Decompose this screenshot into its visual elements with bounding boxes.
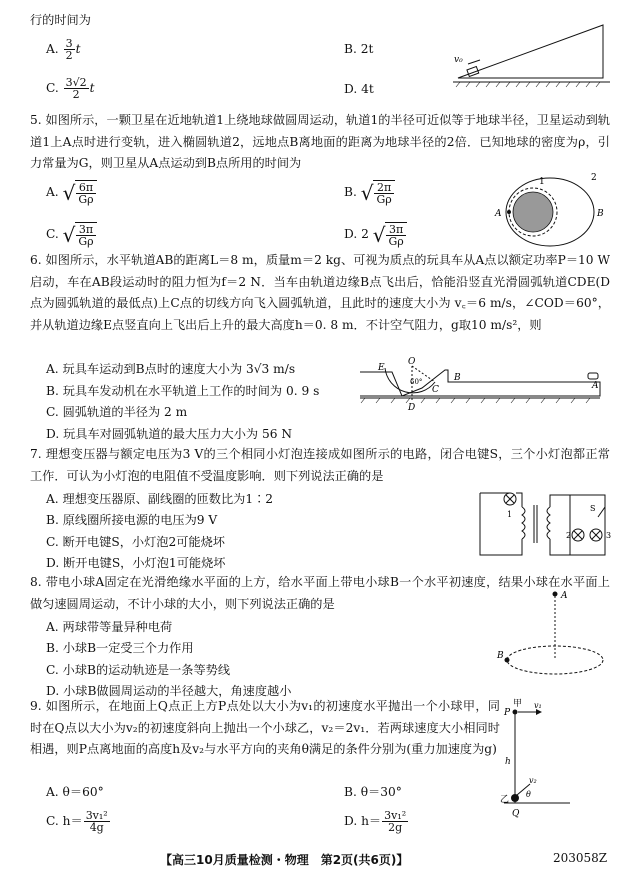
footer-code: 203058Z — [553, 851, 608, 865]
svg-text:乙: 乙 — [500, 795, 510, 805]
q4-option-a-fraction: $\frac{3}{2}$ — [65, 37, 73, 62]
q4-option-b[interactable]: B. 2t — [344, 42, 374, 56]
q8-option-a[interactable]: A. 两球带等量异种电荷 — [46, 620, 173, 634]
svg-text:v₂: v₂ — [529, 776, 537, 785]
q8-option-c[interactable]: C. 小球B的运动轨迹是一条等势线 — [46, 663, 231, 677]
q8-option-b[interactable]: B. 小球B一定受三个力作用 — [46, 641, 194, 655]
q5-orbit-figure — [495, 172, 605, 252]
earth — [513, 192, 553, 232]
svg-text:3: 3 — [606, 531, 612, 540]
svg-text:2: 2 — [566, 531, 572, 540]
svg-text:A: A — [495, 209, 502, 219]
q5-option-c[interactable]: C. √ $\frac{3\pi}{G\rho}$ — [46, 222, 97, 247]
svg-text:B: B — [454, 373, 461, 383]
svg-text:B: B — [597, 209, 604, 219]
svg-text:P: P — [504, 708, 511, 718]
q7-option-a[interactable]: A. 理想变压器原、副线圈的匝数比为1∶2 — [46, 492, 274, 506]
q7-circuit-figure — [470, 485, 615, 565]
q5-option-a[interactable]: A. √ $\frac{6\pi}{G\rho}$ — [46, 180, 97, 205]
q9-option-d[interactable]: D. h＝ $\frac{\text{3v₁²}}{2g}$ — [344, 809, 407, 834]
q8-figure — [495, 588, 605, 678]
q9-option-c[interactable]: C. h＝ $\frac{\text{3v₁²}}{4g}$ — [46, 809, 108, 834]
svg-text:60°: 60° — [410, 378, 423, 386]
q5-option-d[interactable]: D. 2 √ $\frac{3\pi}{G\rho}$ — [344, 222, 407, 247]
q4-incline-figure — [448, 20, 618, 95]
svg-text:E: E — [378, 363, 385, 373]
q9-figure — [500, 698, 610, 823]
q9-stem: 9. 如图所示，在地面上Q点正上方P点处以大小为v₁的初速度水平抛出一个小球甲，同时在Q点以大小为v₂的初速度斜向上抛出一个小球乙，v₂＝2v₁．若两球速度大小相同时相遇，则P点离地面的高度h及v₂与水平方向的夹角θ满足的条件分别为(重力加速度为g) — [30, 699, 500, 757]
q4-option-a-label: A. — [46, 42, 59, 56]
q7-option-c[interactable]: C. 断开电键S，小灯泡2可能烧坏 — [46, 535, 225, 549]
q4-option-a-var: t — [75, 42, 81, 56]
q6-option-b[interactable]: B. 玩具车发动机在水平轨道上工作的时间为 0. 9 s — [46, 384, 320, 398]
v0-label: v₀ — [454, 55, 463, 65]
footer-title: 【高三10月质量检测・物理 第2页(共6页)】 — [160, 853, 409, 867]
svg-text:1: 1 — [539, 177, 545, 187]
q9-option-a[interactable]: A. θ＝60° — [46, 785, 104, 799]
q8-option-d[interactable]: D. 小球B做圆周运动的半径越大，角速度越小 — [46, 684, 292, 698]
svg-text:O: O — [408, 357, 416, 367]
sqrt-sign: √ $\frac{6\pi}{G\rho}$ — [63, 180, 97, 205]
q6-option-d[interactable]: D. 玩具车对圆弧轨道的最大压力大小为 56 N — [46, 427, 293, 441]
q7-option-b[interactable]: B. 原线圈所接电源的电压为9 V — [46, 513, 218, 527]
q7-option-d[interactable]: D. 断开电键S，小灯泡1可能烧坏 — [46, 556, 226, 570]
q4-option-a[interactable] — [46, 38, 80, 61]
svg-text:θ: θ — [526, 790, 531, 799]
svg-text:v₁: v₁ — [534, 701, 542, 710]
svg-text:甲: 甲 — [513, 699, 523, 709]
track-outline — [360, 370, 600, 396]
svg-text:C: C — [432, 385, 439, 395]
q5-option-b[interactable]: B. √ $\frac{2\pi}{G\rho}$ — [344, 180, 395, 205]
q4-option-c-var: t — [89, 81, 95, 95]
q8-stem: 8. 带电小球A固定在光滑绝缘水平面的上方，给水平面上带电小球B一个水平初速度，结果小球在水平面上做匀速圆周运动，不计小球的大小，则下列说法正确的是 — [30, 575, 610, 611]
q6-option-c[interactable]: C. 圆弧轨道的半径为 2 m — [46, 405, 188, 419]
v0-arrow — [468, 60, 480, 64]
q4-option-c[interactable] — [46, 77, 95, 100]
q4-tail: 行的时间为 — [30, 13, 91, 27]
q7-stem: 7. 理想变压器与额定电压为3 V的三个相同小灯泡连接成如图所示的电路，闭合电键S，三个小灯泡都正常工作．可认为小灯泡的电阻值不受温度影响．则下列说法正确的是 — [30, 447, 610, 483]
toy-car — [588, 373, 598, 379]
incline-wedge — [458, 25, 603, 78]
q4-option-d[interactable]: D. 4t — [344, 82, 374, 96]
svg-text:h: h — [505, 757, 511, 767]
q9-option-b[interactable]: B. θ＝30° — [344, 785, 402, 799]
svg-text:2: 2 — [591, 173, 597, 183]
secondary-coil — [547, 507, 550, 539]
svg-text:Q: Q — [512, 809, 520, 819]
primary-coil — [522, 507, 525, 539]
q6-option-a[interactable]: A. 玩具车运动到B点时的速度大小为 3√3 m/s — [46, 362, 296, 376]
q4-option-c-fraction: $\frac{3√2}{2}$ — [65, 76, 87, 101]
q6-stem: 6. 如图所示，水平轨道AB的距离L＝8 m，质量m＝2 kg、可视为质点的玩具车从A点以额定功率P＝10 W启动，车在AB段运动时的阻力恒为f＝2 N．当车由轨道边缘B点飞出后，恰能沿竖直光滑圆弧轨道CDE(D点为圆弧轨道的最低点)上C点的切线方向飞入圆弧轨道，且此时的速度大小为 v꜀＝6 m/s，∠COD＝60°，并从轨道边缘E点竖直向上飞出后上升的最大高度h＝0. 8 m．不计空气阻力，g取10 m/s²，则 — [30, 253, 610, 332]
svg-text:1: 1 — [507, 510, 513, 519]
q4-option-c-label: C. — [46, 81, 59, 95]
svg-text:D: D — [408, 403, 416, 413]
switch-s — [598, 507, 605, 517]
q5-stem: 5. 如图所示，一颗卫星在近地轨道1上绕地球做圆周运动，轨道1的半径可近似等于地球半径，卫星运动到轨道1上A点时进行变轨，进入椭圆轨道2，远地点B离地面的距离为地球半径的2倍．已知地球的密度为ρ，引力常量为G，则卫星从A点运动到B点所用的时间为 — [30, 113, 610, 171]
svg-text:A: A — [561, 591, 568, 601]
svg-text:A: A — [592, 381, 599, 391]
q6-track-figure — [350, 358, 610, 413]
svg-text:S: S — [590, 504, 596, 513]
svg-text:B: B — [497, 651, 504, 661]
